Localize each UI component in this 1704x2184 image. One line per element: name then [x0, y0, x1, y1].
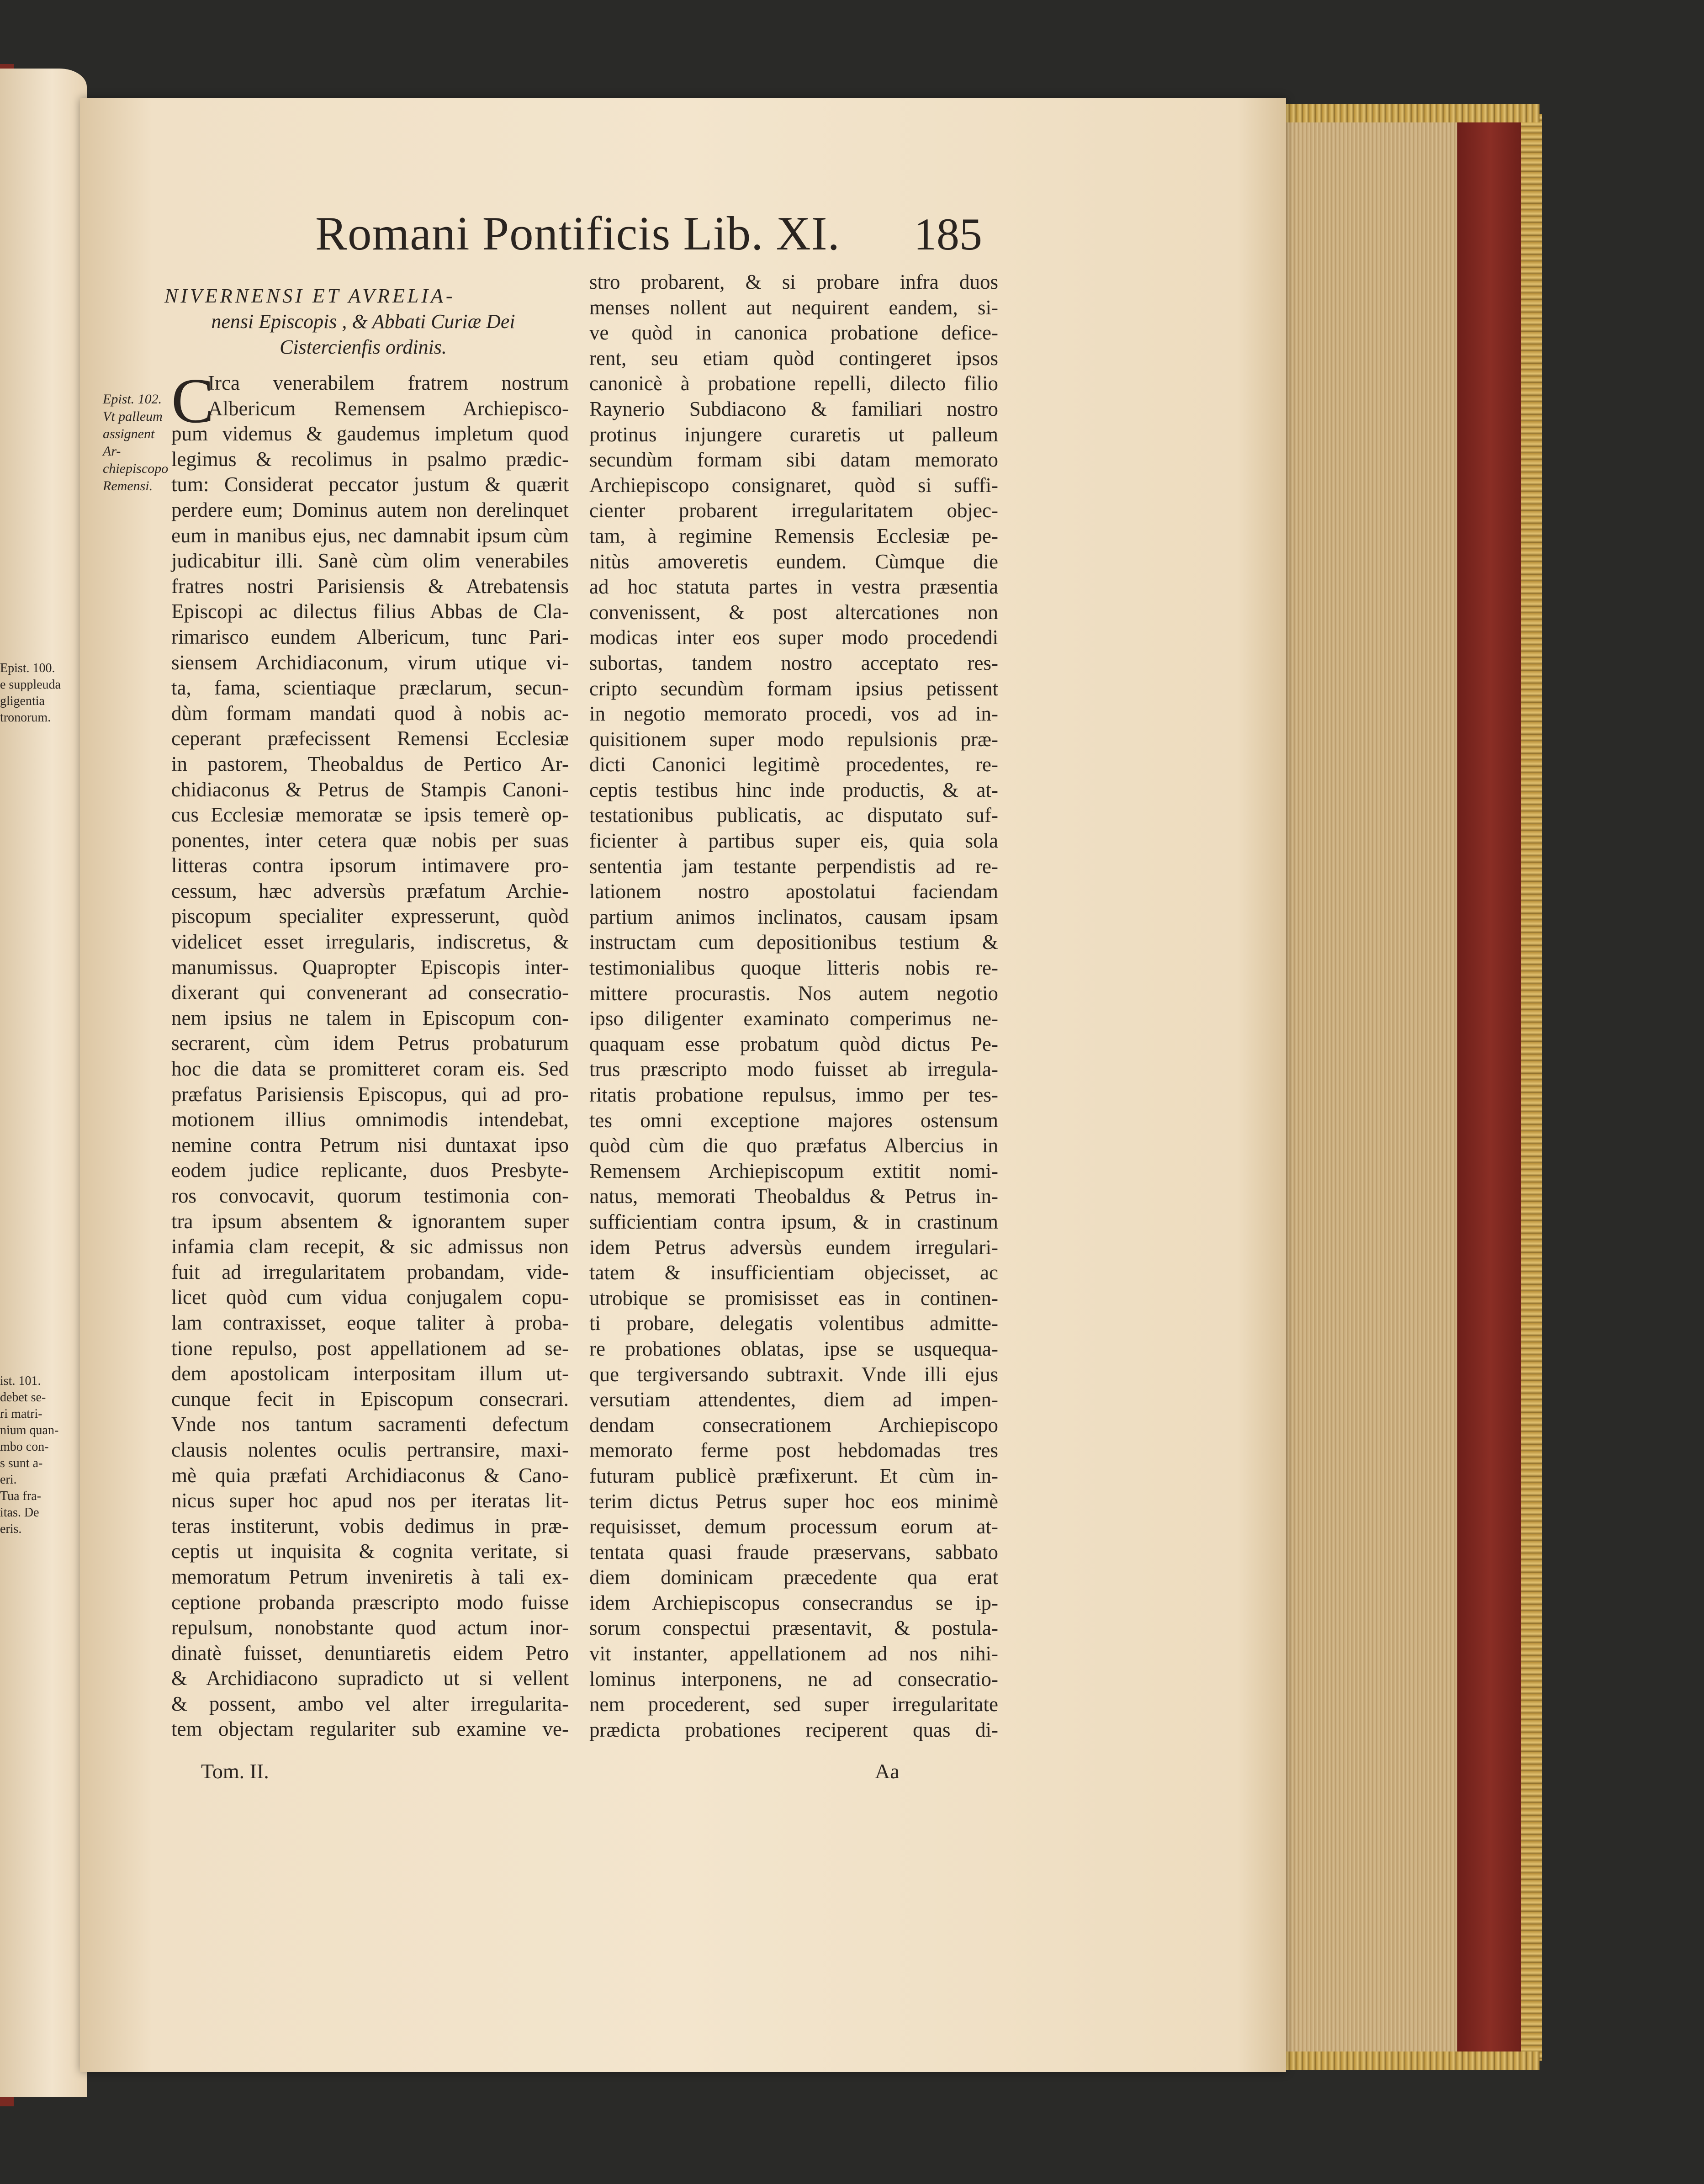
text-line: teras institerunt, vobis dedimus in præ-	[171, 1514, 569, 1537]
text-line: testationibus publicatis, ac disputato suf-	[589, 804, 998, 827]
note-line: nium quan-	[0, 1423, 59, 1437]
note-line: tronorum.	[0, 710, 51, 725]
text-line: cunque fecit in Episcopum consecrari.	[171, 1387, 569, 1410]
book-fore-edge	[1279, 110, 1462, 2065]
text-line: legimus & recolimus in psalmo prædic-	[171, 447, 569, 471]
text-line: dixerant qui convenerant ad consecratio-	[171, 981, 569, 1004]
text-line: secundùm formam sibi datam memorato	[589, 448, 998, 472]
text-line: motionem illius omnimodis intendebat,	[171, 1108, 569, 1131]
note-line: Epist. 102.	[103, 392, 162, 407]
text-line: eum in manibus ejus, nec damnabit ipsum cùm	[171, 524, 569, 547]
text-line: nem ipsius ne talem in Episcopum con-	[171, 1006, 569, 1029]
text-line: litteras contra ipsorum intimavere pro-	[171, 854, 569, 877]
text-line: manumissus. Quapropter Episcopis inter-	[171, 955, 569, 979]
note-line: mbo con-	[0, 1440, 49, 1454]
text-line: tum: Considerat peccator justum & quærit	[171, 473, 569, 496]
text-line: rent, seu etiam quòd contingeret ipsos	[589, 346, 998, 370]
text-line: ipso diligenter examinato comperimus ne-	[589, 1007, 998, 1030]
text-line: ad hoc statuta partes in vestra præsentia	[589, 575, 998, 599]
text-line: dendam consecrationem Archiepiscopo	[589, 1413, 998, 1437]
note-line: s sunt a-	[0, 1456, 43, 1470]
text-line: ceptis ut inquisita & cognita veritate, si	[171, 1540, 569, 1563]
text-line: natus, memorati Theobaldus & Petrus in-	[589, 1185, 998, 1208]
text-line: hoc die data se promitteret coram eis. Sed	[171, 1057, 569, 1081]
text-line: Episcopi ac dilectus filius Abbas de Cla-	[171, 600, 569, 623]
text-line: lationem nostro apostolatui faciendam	[589, 880, 998, 903]
note-line: assignent Ar-	[103, 426, 155, 459]
page-number: 185	[914, 209, 982, 260]
text-line: ta, fama, scientiaque præclarum, secun-	[171, 676, 569, 700]
volume-marker: Tom. II.	[201, 1760, 269, 1783]
note-line: Vt palleum	[103, 409, 163, 424]
signature-mark: Aa	[875, 1760, 900, 1783]
text-line: mittere procurastis. Nos autem negotio	[589, 981, 998, 1005]
text-line: siensem Archidiaconum, virum utique vi-	[171, 651, 569, 674]
text-line: perdere eum; Dominus autem non derelinquet	[171, 498, 569, 521]
note-line: eri.	[0, 1473, 17, 1487]
text-line: Vnde nos tantum sacramenti defectum	[171, 1413, 569, 1436]
address-line-3: Cistercienfis ordinis.	[280, 336, 447, 358]
text-line: cripto secundùm formam ipsius petissent	[589, 677, 998, 700]
note-line: gligentia	[0, 694, 45, 708]
text-line: ponentes, inter cetera quæ nobis per suas	[171, 828, 569, 852]
text-line: cessum, hæc adversùs præfatum Archie-	[171, 879, 569, 902]
text-line: fuit ad irregularitatem probandam, vide-	[171, 1260, 569, 1283]
gilt-border-bottom	[1284, 2051, 1540, 2070]
text-line: idem Archiepiscopus consecrandus se ip-	[589, 1591, 998, 1614]
text-line: ti probare, delegatis volentibus admitte-	[589, 1312, 998, 1335]
text-line: memorato ferme post hebdomadas tres	[589, 1439, 998, 1462]
margin-note-epist-102	[103, 391, 167, 495]
note-line: Epist. 100.	[0, 661, 55, 675]
text-line: ceptis testibus hinc inde productis, & at-	[589, 778, 998, 801]
text-line: terim dictus Petrus super hoc eos minimè	[589, 1490, 998, 1513]
text-line: partium animos inclinatos, causam ipsam	[589, 905, 998, 928]
text-line: in pastorem, Theobaldus de Pertico Ar-	[171, 752, 569, 775]
text-line: idem Petrus adversùs eundem irregulari-	[589, 1235, 998, 1259]
text-line: quaquam esse probatum quòd dictus Pe-	[589, 1032, 998, 1055]
text-line: tentata quasi fraude præservans, sabbato	[589, 1540, 998, 1564]
text-line: memoratum Petrum inveniretis à tali ex-	[171, 1565, 569, 1588]
text-line: secrarent, cùm idem Petrus probaturum	[171, 1032, 569, 1055]
text-line: quisitionem super modo repulsionis præ-	[589, 727, 998, 751]
note-line: ist. 101.	[0, 1374, 41, 1388]
gilt-border-top	[1284, 104, 1540, 122]
text-line: prædicta probationes reciperent quas di-	[589, 1718, 998, 1741]
text-line: lam contraxisset, eoque taliter à proba-	[171, 1311, 569, 1334]
text-line: fratres nostri Parisiensis & Atrebatensis	[171, 574, 569, 598]
text-line: sententia jam testante perpendistis ad re-	[589, 854, 998, 878]
note-line: Tua fra-	[0, 1489, 41, 1503]
text-line: in negotio memorato procedi, vos ad in-	[589, 702, 998, 726]
text-line: præfatus Parisiensis Episcopus, qui ad pro-	[171, 1082, 569, 1106]
text-line: canonicè à probatione repelli, dilecto filio	[589, 372, 998, 395]
text-line: clausis nolentes oculis pertransire, maxi-	[171, 1438, 569, 1461]
text-line: chidiaconus & Petrus de Stampis Canoni-	[171, 778, 569, 801]
text-line: rimarisco eundem Albericum, tunc Pari-	[171, 625, 569, 648]
text-line: utrobique se promisisset eas in continen-	[589, 1286, 998, 1309]
text-line: versutiam attendentes, diem ad impen-	[589, 1388, 998, 1411]
text-line: re probationes oblatas, ipse se usquequa-	[589, 1337, 998, 1360]
text-line: instructam cum depositionibus testium &	[589, 931, 998, 954]
running-title: Romani Pontificis Lib. XI.	[315, 207, 840, 260]
text-line: testimonialibus quoque litteris nobis re-	[589, 956, 998, 980]
text-line: lominus interponens, ne ad consecratio-	[589, 1667, 998, 1691]
note-line: e suppleuda	[0, 678, 61, 692]
text-line: tatem & insufficientiam objecisset, ac	[589, 1261, 998, 1284]
text-line: stro probarent, & si probare infra duos	[589, 270, 998, 293]
text-line: ritatis probatione repulsus, immo per tes-	[589, 1083, 998, 1106]
text-line: pum videmus & gaudemus impletum quod	[171, 422, 569, 445]
text-line: nicus super hoc apud nos per iteratas lit-	[171, 1489, 569, 1512]
text-line: & possent, ambo vel alter irregularita-	[171, 1692, 569, 1715]
text-line: nitùs amoveretis eundem. Cùmque die	[589, 550, 998, 573]
text-line: vit instanter, appellationem ad nos nihi-	[589, 1642, 998, 1665]
address-line-2: nensi Episcopis , & Abbati Curiæ Dei	[211, 310, 515, 333]
text-line: trus præscripto modo fuisset ab irregula-	[589, 1058, 998, 1081]
left-text-column	[171, 366, 569, 1742]
text-line: dinatè fuisset, denuntiaretis eidem Petro	[171, 1641, 569, 1665]
text-line: menses nollent aut nequirent eandem, si-	[589, 296, 998, 319]
note-line: debet se-	[0, 1390, 46, 1405]
text-line: dem apostolicam interpositam illum ut-	[171, 1362, 569, 1385]
letter-address	[164, 283, 562, 360]
text-line: ros convocavit, quorum testimonia con-	[171, 1184, 569, 1207]
note-line: Remensi.	[103, 478, 153, 493]
note-line: chiepiscopo	[103, 461, 169, 476]
text-line: ceptione probanda præscripto modo fuisse	[171, 1590, 569, 1614]
text-line: Archiepiscopo consignaret, quòd si suffi-	[589, 473, 998, 497]
text-line: quòd cùm die quo præfatus Albercius in	[589, 1134, 998, 1157]
text-line: que tergiversando subtraxit. Vnde illi ejus	[589, 1362, 998, 1386]
note-line: itas. De	[0, 1505, 39, 1520]
text-line: ceperant præfecissent Remensi Ecclesiæ	[171, 727, 569, 750]
text-line: nem procederent, sed super irregularitate	[589, 1693, 998, 1716]
left-page-note-2	[0, 1373, 59, 1537]
text-line: tes omni exceptione majores ostensum	[589, 1108, 998, 1132]
text-line: futuram publicè præfixerunt. Et cùm in-	[589, 1464, 998, 1487]
text-line: eodem judice replicante, duos Presbyte-	[171, 1159, 569, 1182]
text-line: sorum conspectui præsentavit, & postula-	[589, 1617, 998, 1640]
text-line: nemine contra Petrum nisi duntaxat ipso	[171, 1133, 569, 1156]
text-line: cus Ecclesiæ memoratæ se ipsis temerè op-	[171, 803, 569, 827]
text-line: Remensem Archiepiscopum extitit nomi-	[589, 1159, 998, 1182]
text-line: ficienter à partibus super eis, quia sola	[589, 829, 998, 853]
text-line: tam, à regimine Remensis Ecclesiæ pe-	[589, 524, 998, 547]
text-line: dùm formam mandati quod à nobis ac-	[171, 701, 569, 725]
left-page-note-1	[0, 660, 61, 726]
right-text-column	[589, 270, 998, 1743]
text-line: sufficientiam contra ipsum, & in crastinum	[589, 1210, 998, 1233]
text-line: piscopum specialiter expresserunt, quòd	[171, 905, 569, 928]
text-line: Raynerio Subdiacono & familiari nostro	[589, 397, 998, 420]
text-line: Albericum Remensem Archiepisco-	[208, 397, 569, 420]
text-line: ve quòd in canonica probatione defice-	[589, 321, 998, 345]
text-line: convenissent, & post altercationes non	[589, 600, 998, 624]
text-line: tra ipsum absentem & ignorantem super	[171, 1209, 569, 1233]
text-line: modicas inter eos super modo procedendi	[589, 626, 998, 649]
note-line: eris.	[0, 1522, 22, 1536]
text-line: repulsum, nonobstante quod actum inor-	[171, 1616, 569, 1639]
text-line: diem dominicam præcedente qua erat	[589, 1566, 998, 1589]
gilt-border-right	[1521, 114, 1542, 2061]
text-line: Irca venerabilem fratrem nostrum	[208, 371, 569, 394]
text-line: cienter probarent irregularitatem objec-	[589, 499, 998, 522]
text-line: judicabitur illi. Sanè cùm olim venerabiles	[171, 549, 569, 573]
text-line: licet quòd cum vidua conjugalem copu-	[171, 1286, 569, 1309]
text-line: dicti Canonici legitimè procedentes, re-	[589, 753, 998, 776]
text-line: protinus injungere curaretis ut palleum	[589, 423, 998, 446]
text-line: requisisset, demum processum eorum at-	[589, 1515, 998, 1538]
note-line: ri matri-	[0, 1407, 42, 1421]
left-page-leaf	[0, 69, 87, 2097]
text-line: mè quia præfati Archidiaconus & Cano-	[171, 1463, 569, 1487]
text-line: infamia clam recepit, & sic admissus non	[171, 1235, 569, 1258]
address-line-1: NIVERNENSI ET AVRELIA-	[164, 285, 455, 307]
text-line: tione repulso, post appellationem ad se-	[171, 1336, 569, 1360]
text-line: tem objectam regulariter sub examine ve-	[171, 1718, 569, 1741]
text-line: & Archidiacono supradicto ut si vellent	[171, 1667, 569, 1690]
text-line: videlicet esset irregularis, indiscretus, &	[171, 930, 569, 954]
text-line: subortas, tandem nostro acceptato res-	[589, 651, 998, 674]
drop-cap: C	[171, 366, 214, 436]
